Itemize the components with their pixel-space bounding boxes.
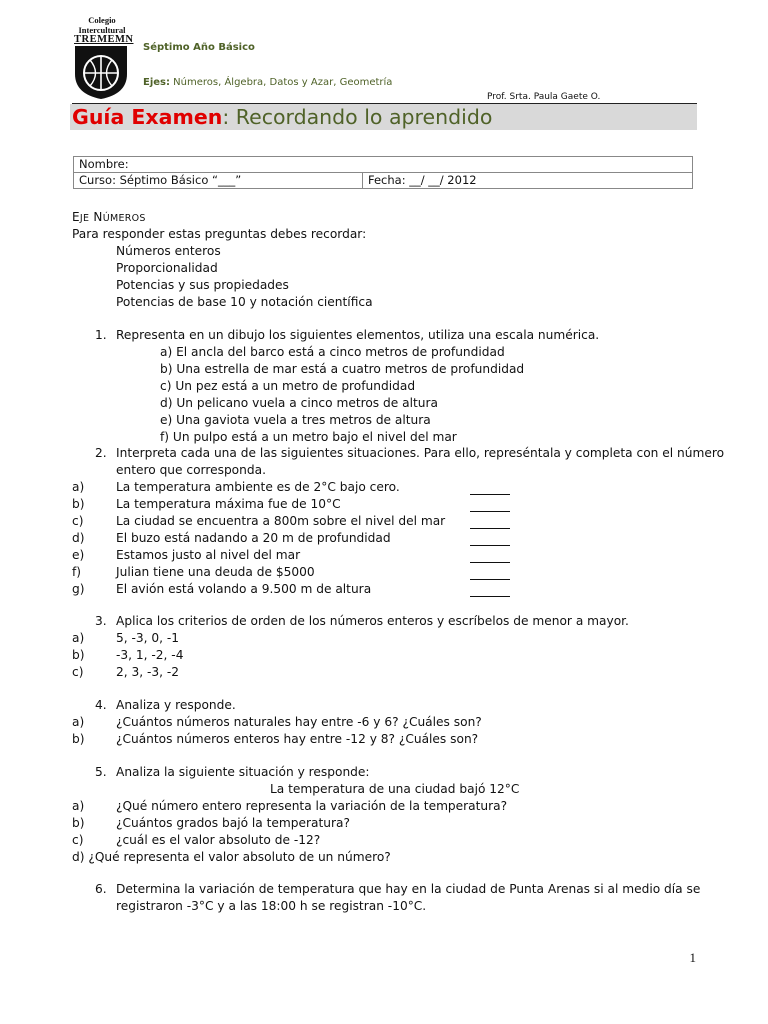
q4-item-letter: b) bbox=[72, 732, 85, 746]
q1-item: d) Un pelicano vuela a cinco metros de altura bbox=[160, 396, 438, 410]
q2-item-text: La temperatura máxima fue de 10°C bbox=[116, 497, 341, 511]
q1-number: 1. bbox=[95, 328, 107, 342]
topic-item: Proporcionalidad bbox=[116, 261, 218, 275]
q1-item: a) El ancla del barco está a cinco metros de profundidad bbox=[160, 345, 505, 359]
q5-item-letter: b) bbox=[72, 816, 85, 830]
q3-item-letter: c) bbox=[72, 665, 84, 679]
q2-item-letter: d) bbox=[72, 531, 85, 545]
topic-item: Números enteros bbox=[116, 244, 221, 258]
q2-number: 2. bbox=[95, 446, 107, 460]
q4-item-letter: a) bbox=[72, 715, 85, 729]
axes-text: Números, Álgebra, Datos y Azar, Geometría bbox=[170, 77, 393, 88]
q1-item: b) Una estrella de mar está a cuatro metros de profundidad bbox=[160, 362, 525, 376]
q5-text: Analiza la siguiente situación y responde: bbox=[116, 765, 370, 779]
q3-item-letter: a) bbox=[72, 631, 85, 645]
q2-item-text: La ciudad se encuentra a 800m sobre el nivel del mar bbox=[116, 514, 446, 528]
q4-item-text: ¿Cuántos números enteros hay entre -12 y 8? ¿Cuáles son? bbox=[116, 732, 479, 746]
school-line-3: TREMEMN bbox=[74, 34, 134, 45]
q1-text: Representa en un dibujo los siguientes elementos, utiliza una escala numérica. bbox=[116, 328, 600, 342]
name-field[interactable]: Nombre: bbox=[74, 157, 693, 173]
q6-text-cont: registraron -3°C y a las 18:00 h se registran -10°C. bbox=[116, 899, 427, 913]
course-field[interactable]: Curso: Séptimo Básico “___” bbox=[74, 173, 363, 189]
school-line-2: Intercultural bbox=[78, 24, 126, 35]
school-line-1: Colegio bbox=[88, 15, 116, 25]
q6-number: 6. bbox=[95, 882, 107, 896]
topic-item: Potencias de base 10 y notación científica bbox=[116, 295, 373, 309]
q5-item-text: ¿cuál es el valor absoluto de -12? bbox=[116, 833, 321, 847]
answer-blank[interactable] bbox=[470, 482, 510, 495]
q5-item-text: ¿Cuántos grados bajó la temperatura? bbox=[116, 816, 350, 830]
topic-item: Potencias y sus propiedades bbox=[116, 278, 289, 292]
page-number: 1 bbox=[689, 950, 696, 965]
q5-situation: La temperatura de una ciudad bajó 12°C bbox=[270, 782, 520, 796]
q1-item: e) Una gaviota vuela a tres metros de altura bbox=[160, 413, 431, 427]
answer-blank[interactable] bbox=[470, 533, 510, 546]
heading-initial-2: N bbox=[93, 210, 103, 224]
q3-item-letter: b) bbox=[72, 648, 85, 662]
q3-text: Aplica los criterios de orden de los números enteros y escríbelos de menor a mayor. bbox=[116, 614, 629, 628]
q2-item-text: El avión está volando a 9.500 m de altura bbox=[116, 582, 372, 596]
school-name bbox=[74, 15, 134, 45]
q5-item-letter: a) bbox=[72, 799, 85, 813]
heading-initial-1: E bbox=[72, 210, 80, 224]
q2-text: Interpreta cada una de las siguientes situaciones. Para ello, represéntala y completa con el número bbox=[116, 446, 725, 460]
axes-line bbox=[143, 77, 392, 88]
axes-label: Ejes: bbox=[143, 77, 170, 88]
q2-item-letter: b) bbox=[72, 497, 85, 511]
q2-text-cont: entero que corresponda. bbox=[116, 463, 266, 477]
q3-number: 3. bbox=[95, 614, 107, 628]
q6-text: Determina la variación de temperatura que hay en la ciudad de Punta Arenas si al medio día se bbox=[116, 882, 701, 896]
title-rest: : Recordando lo aprendido bbox=[222, 105, 493, 129]
answer-blank[interactable] bbox=[470, 584, 510, 597]
section-heading bbox=[72, 210, 146, 224]
q2-item-text: Julian tiene una deuda de $5000 bbox=[116, 565, 315, 579]
q4-number: 4. bbox=[95, 698, 107, 712]
q5-number: 5. bbox=[95, 765, 107, 779]
student-info-table bbox=[73, 156, 693, 189]
answer-blank[interactable] bbox=[470, 516, 510, 529]
q2-item-letter: e) bbox=[72, 548, 85, 562]
answer-blank[interactable] bbox=[470, 499, 510, 512]
answer-blank[interactable] bbox=[470, 550, 510, 563]
q4-text: Analiza y responde. bbox=[116, 698, 236, 712]
q2-item-text: El buzo está nadando a 20 m de profundidad bbox=[116, 531, 391, 545]
section-intro: Para responder estas preguntas debes recordar: bbox=[72, 227, 367, 241]
answer-blank[interactable] bbox=[470, 567, 510, 580]
q5-item-d: d) ¿Qué representa el valor absoluto de un número? bbox=[72, 850, 391, 864]
q4-item-text: ¿Cuántos números naturales hay entre -6 y 6? ¿Cuáles son? bbox=[116, 715, 482, 729]
q1-item: f) Un pulpo está a un metro bajo el nivel del mar bbox=[160, 430, 457, 444]
q2-item-letter: c) bbox=[72, 514, 84, 528]
q2-item-text: Estamos justo al nivel del mar bbox=[116, 548, 301, 562]
q3-item-text: 5, -3, 0, -1 bbox=[116, 631, 180, 645]
q5-item-letter: c) bbox=[72, 833, 84, 847]
grade-label: Séptimo Año Básico bbox=[143, 42, 255, 53]
q2-item-letter: a) bbox=[72, 480, 85, 494]
q2-item-text: La temperatura ambiente es de 2°C bajo cero. bbox=[116, 480, 400, 494]
q2-item-letter: f) bbox=[72, 565, 82, 579]
q3-item-text: 2, 3, -3, -2 bbox=[116, 665, 180, 679]
title-highlight: Guía Examen bbox=[72, 105, 223, 129]
date-field[interactable]: Fecha: __/ __/ 2012 bbox=[363, 173, 693, 189]
q5-item-text: ¿Qué número entero representa la variación de la temperatura? bbox=[116, 799, 508, 813]
q3-item-text: -3, 1, -2, -4 bbox=[116, 648, 184, 662]
q2-item-letter: g) bbox=[72, 582, 85, 596]
q1-item: c) Un pez está a un metro de profundidad bbox=[160, 379, 416, 393]
heading-rest-1: JE bbox=[79, 213, 90, 224]
heading-rest-2: ÚMEROS bbox=[102, 213, 146, 224]
page-title bbox=[72, 104, 492, 130]
professor-name: Prof. Srta. Paula Gaete O. bbox=[487, 92, 601, 102]
